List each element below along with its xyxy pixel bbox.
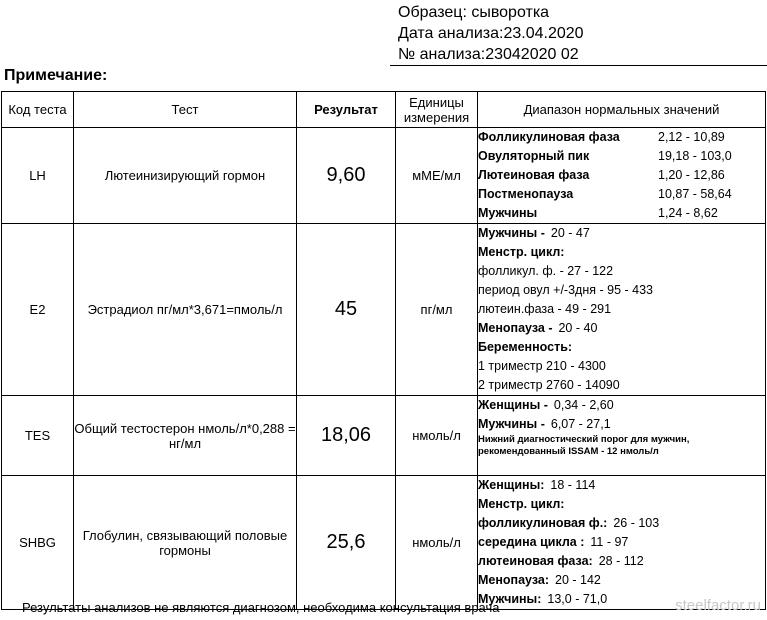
range-line (478, 185, 765, 204)
header-result: Результат (297, 92, 396, 128)
range-value: 1,24 - 8,62 (658, 206, 718, 220)
range-label: Менстр. цикл: (478, 245, 565, 259)
test-result: 45 (297, 224, 396, 396)
analysis-date: Дата анализа:23.04.2020 (398, 25, 584, 42)
test-name: Глобулин, связывающий половые гормоны (74, 476, 297, 610)
range-value: 10,87 - 58,64 (658, 187, 732, 201)
range-value: 20 - 47 (550, 226, 590, 240)
range-label: Беременность: (478, 340, 573, 354)
range-line (478, 166, 765, 185)
reference-range (478, 476, 766, 610)
range-line (478, 281, 765, 300)
reference-range (478, 224, 766, 396)
test-code: SHBG (2, 476, 74, 610)
range-label: Овуляторный пик (478, 149, 590, 163)
range-value: 0,34 - 2,60 (553, 398, 614, 412)
test-units: нмоль/л (396, 396, 478, 476)
range-label: Лютеиновая фаза (478, 168, 590, 182)
range-line (478, 204, 765, 223)
range-value: лютеин.фаза - 49 - 291 (478, 302, 612, 316)
range-line (478, 338, 765, 357)
range-value: 6,07 - 27,1 (550, 417, 611, 431)
header-divider (390, 65, 767, 66)
range-value: 1,20 - 12,86 (658, 168, 725, 182)
test-name: Общий тестостерон нмоль/л*0,288 = нг/мл (74, 396, 297, 476)
range-label: Женщины - (478, 398, 548, 412)
range-label: Женщины: (478, 478, 545, 492)
test-result: 9,60 (297, 128, 396, 224)
range-line (478, 128, 765, 147)
range-label: Менопауза: (478, 573, 550, 587)
range-label: Мужчины: (478, 592, 542, 606)
results-table (1, 91, 766, 610)
range-label: фолликулиновая ф.: (478, 516, 608, 530)
range-line (478, 533, 765, 552)
table-row (2, 476, 766, 610)
range-line (478, 319, 765, 338)
table-row (2, 224, 766, 396)
range-line (478, 262, 765, 281)
range-value: 11 - 97 (590, 535, 629, 549)
disclaimer: Результаты анализов не являются диагнозом, необходима консультация врача (22, 600, 500, 615)
header-code: Код теста (2, 92, 74, 128)
range-value: фолликул. ф. - 27 - 122 (478, 264, 614, 278)
note-label: Примечание: (4, 67, 108, 84)
table-row (2, 128, 766, 224)
test-code: LH (2, 128, 74, 224)
range-line (478, 396, 765, 415)
test-units: мМЕ/мл (396, 128, 478, 224)
range-value: 20 - 40 (558, 321, 598, 335)
range-value: период овул +/-3дня - 95 - 433 (478, 283, 653, 297)
header-range: Диапазон нормальных значений (478, 92, 766, 128)
test-name: Эстрадиол пг/мл*3,671=пмоль/л (74, 224, 297, 396)
range-value: 19,18 - 103,0 (658, 149, 732, 163)
range-note: Нижний диагностический порог для мужчин, рекомендованный ISSAM - 12 нмоль/л (478, 434, 690, 457)
analysis-number: № анализа:23042020 02 (398, 46, 579, 63)
test-code: TES (2, 396, 74, 476)
range-line (478, 357, 765, 376)
range-label: Мужчины - (478, 226, 545, 240)
test-units: пг/мл (396, 224, 478, 396)
range-value: 1 триместр 210 - 4300 (478, 359, 606, 373)
watermark: steelfactor.ru (675, 597, 761, 614)
test-result: 18,06 (297, 396, 396, 476)
test-code: E2 (2, 224, 74, 396)
table-row (2, 396, 766, 476)
range-line (478, 552, 765, 571)
range-line (478, 300, 765, 319)
reference-range (478, 128, 766, 224)
reference-range (478, 396, 766, 476)
range-value: 20 - 142 (555, 573, 601, 587)
range-value: 2,12 - 10,89 (658, 130, 725, 144)
test-units: нмоль/л (396, 476, 478, 610)
header-units: Единицы измерения (396, 92, 478, 128)
range-line (478, 415, 765, 434)
test-name: Лютеинизирующий гормон (74, 128, 297, 224)
range-line (478, 571, 765, 590)
range-value: 13,0 - 71,0 (547, 592, 608, 606)
range-label: Менстр. цикл: (478, 497, 565, 511)
range-value: 26 - 103 (613, 516, 660, 530)
range-line (478, 476, 765, 495)
range-line (478, 495, 765, 514)
range-label: Мужчины - (478, 417, 545, 431)
range-line (478, 224, 765, 243)
test-result: 25,6 (297, 476, 396, 610)
range-label: Мужчины (478, 206, 538, 220)
range-line (478, 514, 765, 533)
range-line (478, 147, 765, 166)
range-label: Постменопауза (478, 187, 574, 201)
range-label: Фолликулиновая фаза (478, 130, 620, 144)
range-label: Менопауза - (478, 321, 553, 335)
range-value: 2 триместр 2760 - 14090 (478, 378, 620, 392)
range-line (478, 243, 765, 262)
range-label: середина цикла : (478, 535, 585, 549)
sample-type: Образец: сыворотка (398, 4, 550, 21)
range-line (478, 376, 765, 395)
table-header-row (2, 92, 766, 128)
range-value: 18 - 114 (550, 478, 596, 492)
header-test: Тест (74, 92, 297, 128)
range-label: лютеиновая фаза: (478, 554, 593, 568)
range-value: 28 - 112 (598, 554, 644, 568)
